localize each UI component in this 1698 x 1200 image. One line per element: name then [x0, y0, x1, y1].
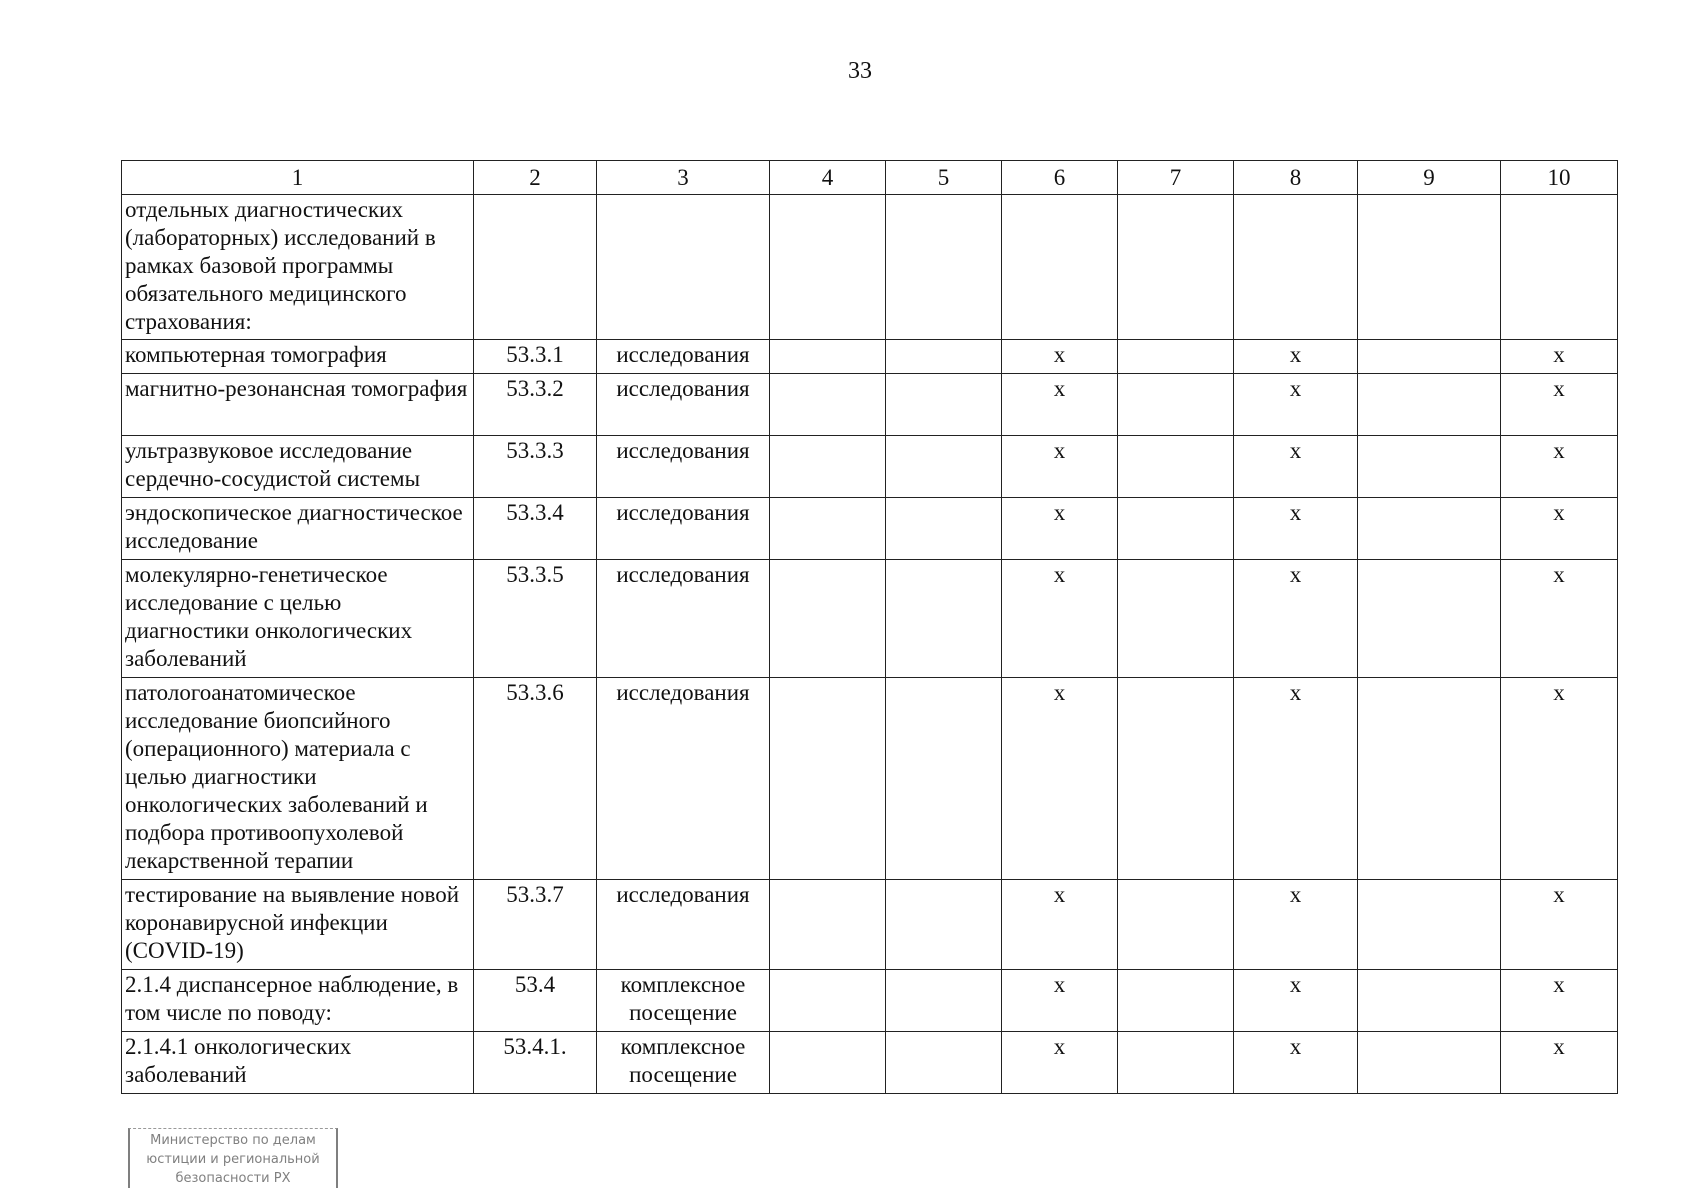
- row-name: молекулярно-генетическое исследование с целью диагностики онкологических заболеваний: [122, 560, 474, 678]
- column-header: 6: [1002, 161, 1118, 195]
- cell-empty: [1118, 1032, 1234, 1094]
- cell-col8: х: [1234, 498, 1358, 560]
- table-row: [122, 970, 1618, 1032]
- column-header: 8: [1234, 161, 1358, 195]
- table-row: [122, 560, 1618, 678]
- cell-col8: х: [1234, 374, 1358, 436]
- cell-col6: х: [1002, 560, 1118, 678]
- cell-col6: х: [1002, 678, 1118, 880]
- cell-empty: [770, 436, 886, 498]
- cell-empty: [886, 880, 1002, 970]
- row-name: эндоскопическое диагностическое исследование: [122, 498, 474, 560]
- column-header: 5: [886, 161, 1002, 195]
- cell-empty: [886, 436, 1002, 498]
- row-code: 53.4.1.: [474, 1032, 597, 1094]
- cell-empty: [886, 195, 1002, 340]
- cell-empty: [770, 970, 886, 1032]
- row-name: ультразвуковое исследование сердечно-сосудистой системы: [122, 436, 474, 498]
- cell-col10: х: [1501, 374, 1618, 436]
- cell-empty: [1118, 678, 1234, 880]
- column-header: 1: [122, 161, 474, 195]
- cell-col8: х: [1234, 1032, 1358, 1094]
- cell-empty: [886, 560, 1002, 678]
- cell-col8: х: [1234, 970, 1358, 1032]
- cell-empty: [770, 374, 886, 436]
- row-code: 53.3.2: [474, 374, 597, 436]
- row-code: 53.3.3: [474, 436, 597, 498]
- cell-empty: [1358, 1032, 1501, 1094]
- cell-empty: [886, 498, 1002, 560]
- cell-col6: х: [1002, 340, 1118, 374]
- cell-empty: [1118, 436, 1234, 498]
- cell-empty: [1118, 560, 1234, 678]
- row-name: патологоанатомическое исследование биопсийного (операционного) материала с целью диагностики онкологических заболеваний и подбора противоопухолевой лекарственной терапии: [122, 678, 474, 880]
- cell-empty: [770, 678, 886, 880]
- table-row: [122, 498, 1618, 560]
- row-name: компьютерная томография: [122, 340, 474, 374]
- cell-col10: [1501, 195, 1618, 340]
- cell-col6: х: [1002, 498, 1118, 560]
- row-name: 2.1.4 диспансерное наблюдение, в том числе по поводу:: [122, 970, 474, 1032]
- registration-stamp: [128, 1128, 338, 1188]
- row-unit: исследования: [597, 560, 770, 678]
- cell-empty: [1358, 678, 1501, 880]
- cell-col6: [1002, 195, 1118, 340]
- cell-col10: х: [1501, 970, 1618, 1032]
- cell-col10: х: [1501, 436, 1618, 498]
- cell-empty: [1358, 340, 1501, 374]
- row-unit: [597, 195, 770, 340]
- stamp-line: безопасности РХ: [175, 1171, 291, 1186]
- cell-col10: х: [1501, 340, 1618, 374]
- column-header: 2: [474, 161, 597, 195]
- cell-empty: [1358, 560, 1501, 678]
- cell-empty: [886, 678, 1002, 880]
- table-row: [122, 880, 1618, 970]
- row-unit: исследования: [597, 678, 770, 880]
- table-row: [122, 195, 1618, 340]
- table-row: [122, 340, 1618, 374]
- cell-empty: [1118, 880, 1234, 970]
- stamp-line: Министерство по делам: [150, 1133, 316, 1148]
- cell-col8: х: [1234, 340, 1358, 374]
- cell-empty: [1118, 195, 1234, 340]
- cell-empty: [1118, 340, 1234, 374]
- row-unit: исследования: [597, 880, 770, 970]
- column-header: 7: [1118, 161, 1234, 195]
- cell-col10: х: [1501, 560, 1618, 678]
- column-header: 9: [1358, 161, 1501, 195]
- cell-empty: [886, 374, 1002, 436]
- column-header: 10: [1501, 161, 1618, 195]
- cell-empty: [1118, 498, 1234, 560]
- table-row: [122, 1032, 1618, 1094]
- cell-col6: х: [1002, 880, 1118, 970]
- cell-empty: [770, 340, 886, 374]
- cell-empty: [770, 560, 886, 678]
- row-unit: исследования: [597, 340, 770, 374]
- stamp-line: юстиции и региональной: [146, 1152, 320, 1167]
- cell-empty: [770, 880, 886, 970]
- cell-empty: [1358, 195, 1501, 340]
- table-row: [122, 678, 1618, 880]
- cell-empty: [886, 970, 1002, 1032]
- row-name: магнитно-резонансная томография: [122, 374, 474, 436]
- row-unit: исследования: [597, 374, 770, 436]
- cell-empty: [1358, 880, 1501, 970]
- table-row: [122, 436, 1618, 498]
- table-container: [121, 160, 1609, 1094]
- cell-col8: [1234, 195, 1358, 340]
- row-code: [474, 195, 597, 340]
- cell-col10: х: [1501, 678, 1618, 880]
- data-table: [121, 160, 1618, 1094]
- cell-empty: [886, 340, 1002, 374]
- cell-col10: х: [1501, 498, 1618, 560]
- cell-col6: х: [1002, 374, 1118, 436]
- cell-col10: х: [1501, 1032, 1618, 1094]
- row-unit: исследования: [597, 498, 770, 560]
- cell-col8: х: [1234, 560, 1358, 678]
- cell-empty: [886, 1032, 1002, 1094]
- row-code: 53.4: [474, 970, 597, 1032]
- cell-empty: [1118, 374, 1234, 436]
- cell-empty: [770, 1032, 886, 1094]
- table-row: [122, 374, 1618, 436]
- row-unit: комплексное посещение: [597, 1032, 770, 1094]
- cell-empty: [1358, 374, 1501, 436]
- cell-empty: [1118, 970, 1234, 1032]
- cell-empty: [770, 195, 886, 340]
- header-row: [122, 161, 1618, 195]
- cell-col10: х: [1501, 880, 1618, 970]
- row-code: 53.3.4: [474, 498, 597, 560]
- row-code: 53.3.6: [474, 678, 597, 880]
- row-code: 53.3.1: [474, 340, 597, 374]
- row-code: 53.3.7: [474, 880, 597, 970]
- cell-empty: [1358, 436, 1501, 498]
- row-name: тестирование на выявление новой коронавирусной инфекции (COVID-19): [122, 880, 474, 970]
- cell-col6: х: [1002, 1032, 1118, 1094]
- cell-col8: х: [1234, 880, 1358, 970]
- row-unit: исследования: [597, 436, 770, 498]
- page-number: 33: [848, 58, 872, 84]
- column-header: 3: [597, 161, 770, 195]
- cell-col6: х: [1002, 436, 1118, 498]
- cell-empty: [770, 498, 886, 560]
- row-unit: комплексное посещение: [597, 970, 770, 1032]
- cell-empty: [1358, 970, 1501, 1032]
- cell-col8: х: [1234, 436, 1358, 498]
- cell-col8: х: [1234, 678, 1358, 880]
- row-name: 2.1.4.1 онкологических заболеваний: [122, 1032, 474, 1094]
- row-name: отдельных диагностических (лабораторных) исследований в рамках базовой программы обязательного медицинского страхования:: [122, 195, 474, 340]
- row-code: 53.3.5: [474, 560, 597, 678]
- cell-col6: х: [1002, 970, 1118, 1032]
- cell-empty: [1358, 498, 1501, 560]
- column-header: 4: [770, 161, 886, 195]
